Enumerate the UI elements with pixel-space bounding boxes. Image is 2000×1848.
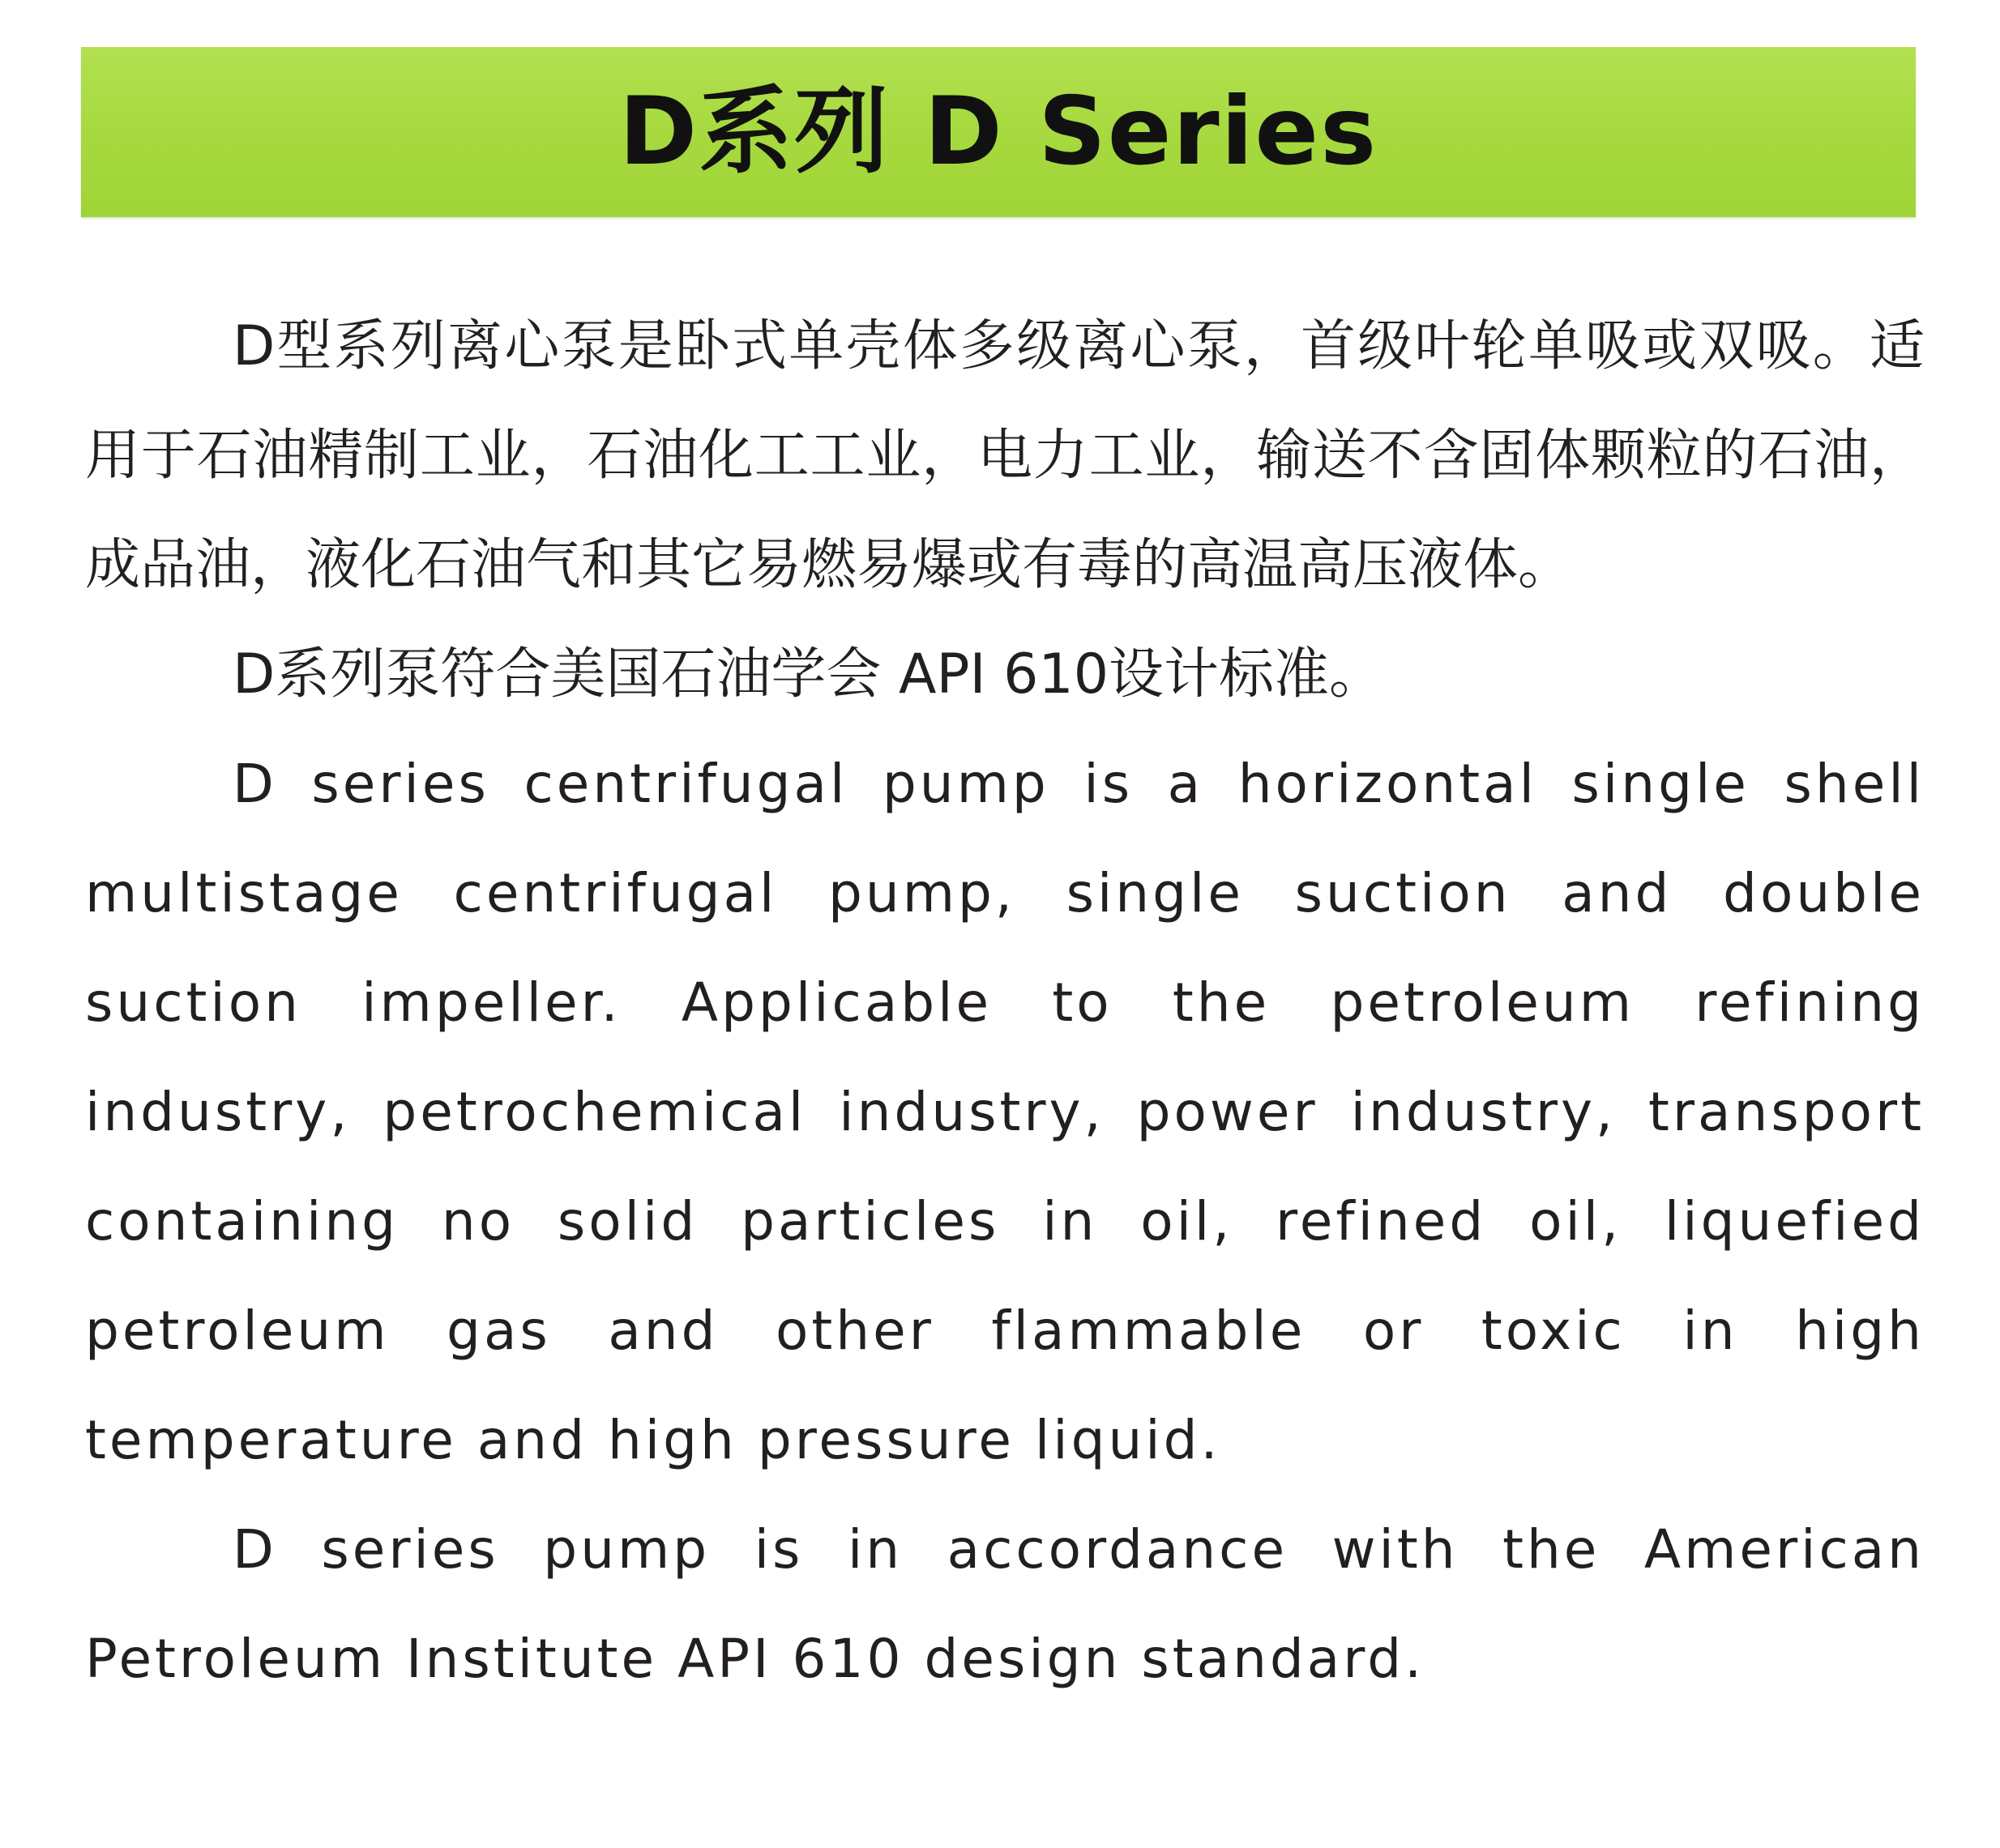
paragraph-en-intro: D series centrifugal pump is a horizontal single shell multistage centrifugal pump, single suction and double suction impeller. Applicable to the petroleum refining industry, petrochemical industry, power industry, transport containing no solid particles in oil, refined oil, liquefied petroleum gas and other flammable or toxic in high temperature and high pressure liquid. bbox=[85, 753, 1925, 1471]
paragraph-en-standard: D series pump is in accordance with the American Petroleum Institute API 610 design standard. bbox=[85, 1518, 1925, 1690]
page-title: D系列 D Series bbox=[618, 77, 1378, 186]
body-text bbox=[85, 292, 1925, 1714]
paragraph-zh-intro: D型系列离心泵是卧式单壳体多级离心泵，首级叶轮单吸或双吸。适用于石油精制工业，石油化工工业，电力工业，输送不含固体颗粒的石油，成品油，液化石油气和其它易燃易爆或有毒的高温高压液体。 bbox=[85, 314, 1925, 597]
paragraph-zh-standard: D系列泵符合美国石油学会 API 610设计标准。 bbox=[233, 642, 1384, 706]
title-banner bbox=[81, 47, 1916, 217]
